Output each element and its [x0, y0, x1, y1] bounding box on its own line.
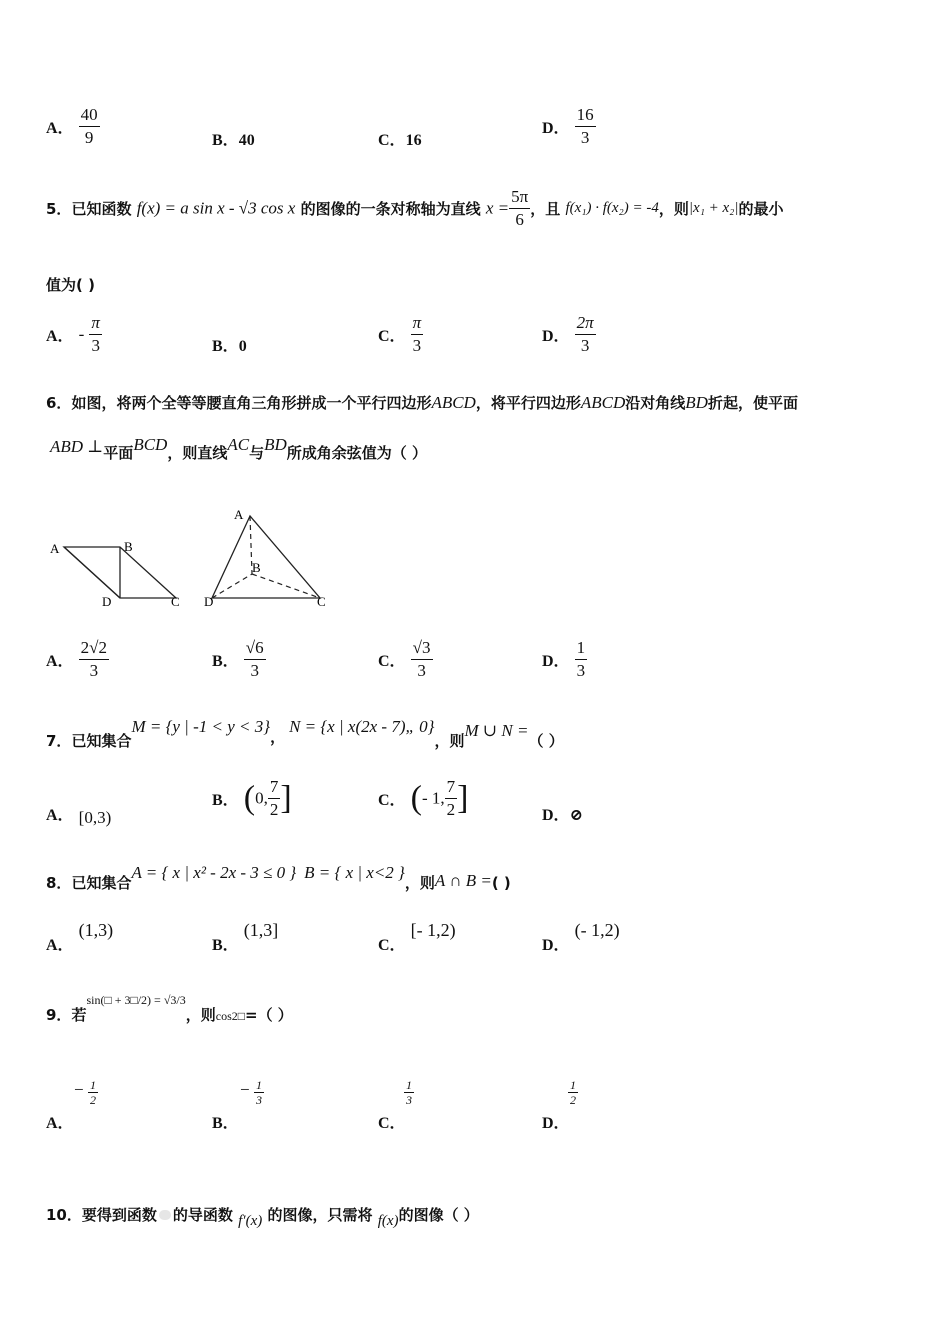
q6-stem-line1	[46, 392, 798, 413]
q6-option-d	[542, 637, 587, 682]
q8-option-b	[212, 918, 279, 954]
option-label: A．	[46, 653, 74, 670]
math-bd: BD	[264, 435, 287, 454]
option-label: B．	[212, 792, 239, 809]
fraction-numerator: 16	[575, 104, 596, 127]
option-label: C．	[378, 653, 406, 670]
q8-option-c	[378, 918, 456, 954]
option-sign: -	[78, 324, 85, 344]
option-value: 40	[238, 132, 255, 149]
stem-text: 若	[71, 1006, 87, 1024]
q5-option-b	[212, 333, 247, 356]
set-b: B = { x | x<2 }	[304, 863, 405, 882]
question-number: 6．	[46, 394, 72, 412]
q8-option-d	[542, 918, 620, 954]
stem-text: 折起，使平面	[707, 394, 798, 412]
question-number: 8．	[46, 874, 72, 892]
option-label: C．	[378, 792, 406, 809]
stem-text: ，则	[658, 200, 689, 218]
option-label: C．	[378, 937, 406, 954]
fraction-numerator: 1	[256, 1078, 262, 1092]
stem-text: 的导函数	[172, 1206, 233, 1224]
q7-option-c	[378, 776, 468, 821]
fraction-numerator: 1	[570, 1078, 576, 1092]
stem-text: 已知集合	[71, 874, 132, 892]
stem-text: 值为( )	[46, 276, 95, 294]
option-label: C．	[378, 1115, 406, 1132]
fraction-denominator: 2	[90, 1093, 96, 1107]
vertex-label-d: D	[102, 594, 112, 609]
right-bracket: ]	[280, 779, 292, 817]
abs-expression: |x₁ + x₂|	[688, 200, 739, 216]
stem-text: 如图，将两个全等等腰直角三角形拼成一个平行四边形	[71, 394, 432, 412]
math-abcd: ABCD	[431, 393, 476, 412]
option-value: 16	[405, 132, 422, 149]
question-number: 9．	[46, 1006, 72, 1024]
option-label: B．	[212, 937, 239, 954]
q4-option-a	[46, 104, 100, 149]
cos-expression: cos2□	[215, 1009, 245, 1023]
vertex-label-b: B	[124, 539, 133, 554]
q5-option-d	[542, 312, 596, 357]
option-sign: −	[240, 1080, 250, 1099]
option-label: C．	[378, 132, 406, 149]
option-sign: −	[74, 1080, 84, 1099]
stem-text: ，则	[185, 1006, 216, 1024]
fraction-denominator: 2	[570, 1093, 576, 1107]
option-label: B．	[212, 653, 239, 670]
fraction-denominator: 3	[91, 336, 100, 355]
function-expression: f(x) = a sin x - √3 cos x	[136, 198, 296, 218]
stem-text: ，	[270, 728, 286, 746]
stem-text: ，则直线	[167, 444, 228, 462]
function-expression: f(x)	[377, 1213, 399, 1229]
option-label: A．	[46, 120, 74, 137]
fraction-denominator: 3	[417, 661, 426, 680]
interval-left: - 1,	[421, 788, 445, 808]
option-label: D．	[542, 328, 570, 345]
stem-text: ，则	[404, 874, 435, 892]
fraction-denominator: 3	[250, 661, 259, 680]
fraction-numerator: 7	[445, 776, 458, 799]
fraction-denominator: 6	[515, 210, 524, 229]
option-value: (- 1,2)	[574, 920, 620, 940]
q4-option-b	[212, 127, 255, 150]
fraction-numerator: √3	[411, 637, 433, 660]
tetrahedron-outline	[212, 516, 320, 598]
q6-stem-line2	[50, 435, 427, 463]
q5-stem-line1	[46, 186, 784, 231]
diagonal-ad	[64, 547, 120, 598]
fraction-denominator: 3	[89, 661, 99, 680]
union-expression: M ∪ N =	[464, 721, 529, 740]
option-label: D．	[542, 937, 570, 954]
fraction-denominator: 2	[269, 800, 279, 819]
option-label: C．	[378, 328, 406, 345]
fraction-denominator: 2	[446, 800, 456, 819]
stem-text: ( )	[491, 874, 511, 892]
q5-stem-line2	[46, 274, 95, 295]
option-label: B．	[212, 338, 239, 355]
stem-text: 的图像（ ）	[398, 1206, 479, 1224]
intersection-expression: A ∩ B =	[434, 871, 492, 890]
stem-text: =（ ）	[245, 1006, 293, 1024]
q6-option-b	[212, 637, 266, 682]
fraction-numerator: 7	[268, 776, 281, 799]
question-number: 7．	[46, 732, 72, 750]
fraction-denominator: 3	[580, 336, 590, 355]
fraction-numerator: 1	[575, 637, 588, 660]
condition-expression: f(x₁) · f(x₂) = -4	[565, 200, 659, 216]
fraction-denominator: 9	[84, 128, 94, 147]
q6-option-a	[46, 637, 109, 682]
stem-text: 所成角余弦值为（ ）	[286, 444, 427, 462]
stem-text: ，则	[434, 732, 465, 750]
vertex-label-b: B	[252, 560, 261, 575]
math-bcd: BCD	[133, 435, 168, 454]
stem-text: 的图像，只需将	[267, 1206, 373, 1224]
interval-left: 0,	[255, 788, 268, 808]
option-label: A．	[46, 807, 74, 824]
stem-text: 已知函数	[71, 200, 132, 218]
q10-stem	[46, 1204, 479, 1229]
left-bracket: (	[243, 779, 256, 817]
math-ac: AC	[227, 435, 250, 454]
q5-option-c	[378, 312, 423, 357]
stem-text: 要得到函数	[81, 1206, 157, 1224]
option-label: D．	[542, 1115, 570, 1132]
stem-text: 平面	[103, 444, 134, 462]
option-label: A．	[46, 328, 74, 345]
axis-x: x =	[485, 198, 510, 218]
option-label: B．	[212, 1115, 239, 1132]
option-label: D．	[542, 120, 570, 137]
stem-text: 的最小	[738, 200, 784, 218]
fraction-numerator: 1	[90, 1078, 96, 1092]
vertex-label-c: C	[317, 594, 326, 609]
vertex-label-a: A	[234, 507, 244, 522]
q7-stem	[46, 716, 564, 750]
stem-text: （ ）	[528, 732, 564, 750]
option-label: D．	[542, 653, 570, 670]
set-m: M = {y | -1 < y < 3}	[131, 717, 271, 736]
derivative-expression: f′(x)	[238, 1213, 263, 1229]
q8-stem	[46, 862, 511, 892]
question-number: 5．	[46, 200, 72, 218]
q4-option-d	[542, 104, 596, 149]
stem-text: 与	[249, 444, 265, 462]
stem-text: ，且	[530, 200, 561, 218]
fraction-numerator: 5π	[509, 186, 530, 209]
stem-text: 已知集合	[71, 732, 132, 750]
fraction-numerator: 40	[79, 104, 100, 127]
q7-option-d	[542, 802, 583, 825]
fraction-denominator: 3	[580, 128, 590, 147]
fraction-numerator: π	[411, 312, 424, 335]
stem-text: ，将平行四边形	[475, 394, 581, 412]
parallelogram-figure	[44, 532, 194, 610]
vertex-label-d: D	[204, 594, 214, 609]
fraction-denominator: 3	[256, 1093, 262, 1107]
q6-option-c	[378, 637, 433, 682]
fraction-numerator: 1	[406, 1078, 412, 1092]
stem-text: 沿对角线	[625, 394, 686, 412]
vertex-label-a: A	[50, 541, 60, 556]
option-label: D．	[542, 807, 570, 824]
math-abcd: ABCD	[580, 393, 626, 412]
fraction-denominator: 3	[406, 1093, 412, 1107]
q8-option-a	[46, 918, 114, 954]
function-image-placeholder	[159, 1210, 171, 1220]
set-n: N = {x | x(2x - 7)„ 0}	[289, 717, 435, 736]
fraction-numerator: π	[89, 312, 102, 335]
option-value: 0	[238, 338, 247, 355]
q5-option-a	[46, 312, 102, 357]
option-label: A．	[46, 1115, 74, 1132]
math-abd: ABD ⊥	[50, 437, 104, 456]
option-label: B．	[212, 132, 239, 149]
option-value: [0,3)	[78, 808, 112, 827]
stem-text: 的图像的一条对称轴为直线	[300, 200, 481, 218]
left-bracket: (	[410, 779, 422, 817]
fraction-numerator: √6	[244, 637, 266, 660]
tetrahedron-figure	[200, 504, 335, 614]
option-value: ⊘	[569, 807, 583, 824]
option-label: A．	[46, 937, 74, 954]
question-number: 10．	[46, 1206, 82, 1224]
option-value: [- 1,2)	[410, 920, 456, 940]
q4-option-c	[378, 127, 422, 150]
right-bracket: ]	[457, 779, 469, 817]
fraction-denominator: 3	[576, 661, 586, 680]
math-bd: BD	[685, 393, 708, 412]
option-value: (1,3]	[243, 920, 279, 940]
condition-expression: sin(□ + 3□/2) = √3/3	[86, 993, 186, 1007]
fraction-numerator: 2√2	[79, 637, 109, 660]
q9-stem	[46, 988, 293, 1024]
fraction-denominator: 3	[412, 336, 422, 355]
fraction-numerator: 2π	[575, 312, 596, 335]
set-a: A = { x | x² - 2x - 3 ≤ 0 }	[131, 863, 297, 882]
vertex-label-c: C	[171, 594, 180, 609]
q7-option-b	[212, 776, 292, 821]
q7-option-a	[46, 802, 111, 825]
option-value: (1,3)	[78, 920, 114, 940]
